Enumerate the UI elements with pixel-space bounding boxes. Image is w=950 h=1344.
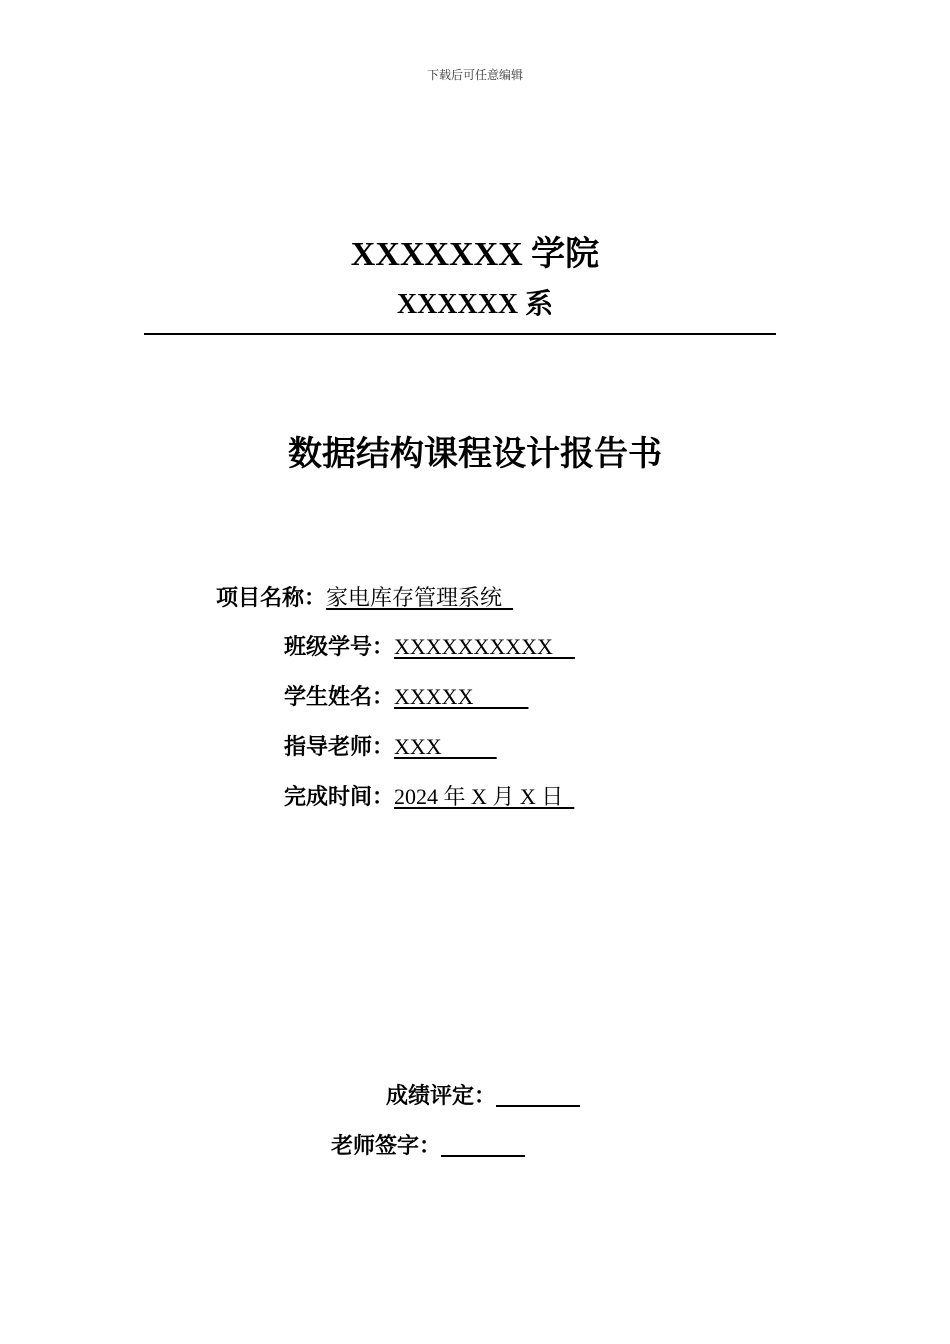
- class-id-label: 班级学号：: [284, 635, 395, 660]
- signature-blank: [441, 1131, 525, 1157]
- college-name: XXXXXXX 学院: [350, 236, 600, 273]
- class-id-value: XXXXXXXXXX: [394, 634, 575, 659]
- teacher-value: XXX: [394, 734, 497, 759]
- completion-date-value: 2024 年 X 月 X 日: [394, 784, 575, 809]
- teacher-label: 指导老师：: [284, 735, 395, 760]
- divider-line: [144, 333, 776, 335]
- student-name-row: [284, 680, 528, 714]
- grade-label: 成绩评定：: [386, 1084, 497, 1109]
- student-name-label: 学生姓名：: [284, 685, 395, 710]
- signature-row: [331, 1129, 525, 1163]
- completion-date-row: [284, 780, 574, 814]
- department-name: XXXXXX 系: [396, 289, 554, 320]
- header-note: 下载后可任意编辑: [426, 68, 523, 82]
- class-id-row: [284, 630, 575, 664]
- report-title: 数据结构课程设计报告书: [288, 436, 662, 473]
- project-name-label: 项目名称：: [216, 586, 327, 611]
- project-name-row: [216, 581, 513, 615]
- student-name-value: XXXXX: [394, 684, 529, 709]
- signature-label: 老师签字：: [331, 1134, 442, 1159]
- grade-blank: [496, 1081, 580, 1107]
- teacher-row: [284, 730, 497, 764]
- completion-date-label: 完成时间：: [284, 785, 395, 810]
- grade-row: [386, 1079, 580, 1113]
- project-name-value: 家电库存管理系统: [326, 585, 514, 610]
